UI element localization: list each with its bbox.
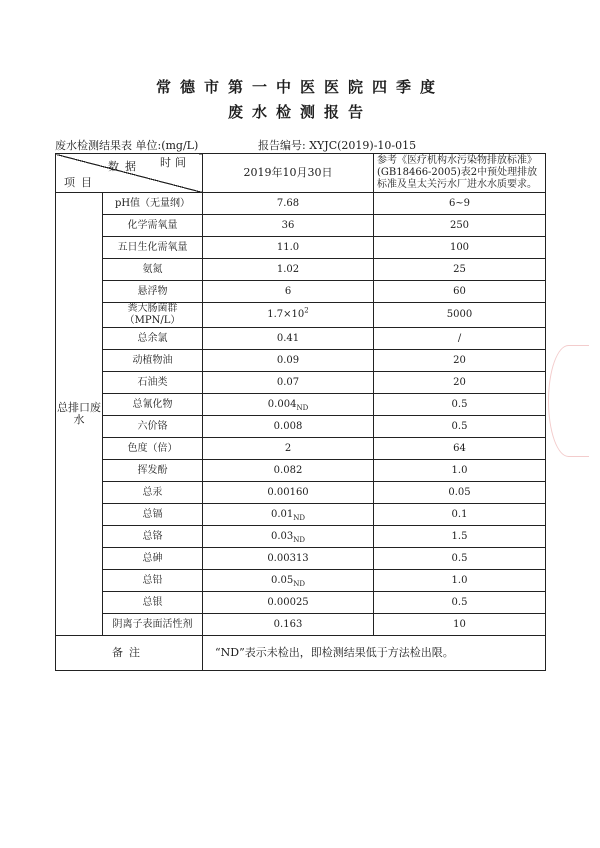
table-row xyxy=(56,259,546,281)
parameter-cell: 总氰化物 xyxy=(103,394,203,416)
value-base: 0.03 xyxy=(270,530,294,542)
parameter-cell: pH值（无量纲） xyxy=(103,193,203,215)
value-cell: 2 xyxy=(203,438,374,460)
value-nd-marker: ND xyxy=(296,403,309,412)
table-row xyxy=(56,438,546,460)
table-row xyxy=(56,614,546,636)
parameter-cell: 氨氮 xyxy=(103,259,203,281)
table-row xyxy=(56,350,546,372)
value-base: 1.7×10 xyxy=(267,309,305,320)
table-row xyxy=(56,504,546,526)
value-cell: 0.00160 xyxy=(203,482,374,504)
value-cell xyxy=(203,504,374,526)
limit-cell: 0.1 xyxy=(374,504,546,526)
value-cell: 0.163 xyxy=(203,614,374,636)
limit-cell: 20 xyxy=(374,372,546,394)
parameter-cell: 总余氯 xyxy=(103,328,203,350)
value-base: 0.004 xyxy=(267,398,297,410)
red-stamp-mark xyxy=(548,345,589,457)
note-label: 备注 xyxy=(56,636,203,671)
value-cell: 0.09 xyxy=(203,350,374,372)
value-cell xyxy=(203,303,374,328)
limit-cell: / xyxy=(374,328,546,350)
value-cell: 7.68 xyxy=(203,193,374,215)
parameter-cell: 总银 xyxy=(103,592,203,614)
limit-cell: 1.0 xyxy=(374,460,546,482)
limit-cell: 64 xyxy=(374,438,546,460)
table-row xyxy=(56,281,546,303)
table-row xyxy=(56,570,546,592)
parameter-cell: 化学需氧量 xyxy=(103,215,203,237)
table-row xyxy=(56,394,546,416)
limit-cell: 5000 xyxy=(374,303,546,328)
table-row xyxy=(56,526,546,548)
table-row xyxy=(56,416,546,438)
parameter-cell: 总铬 xyxy=(103,526,203,548)
table-row xyxy=(56,237,546,259)
value-cell xyxy=(203,394,374,416)
limit-cell: 0.5 xyxy=(374,416,546,438)
table-row xyxy=(56,193,546,215)
parameter-cell: 粪大肠菌群（MPN/L） xyxy=(103,303,203,328)
limit-cell: 0.5 xyxy=(374,548,546,570)
table-row xyxy=(56,482,546,504)
table-row xyxy=(56,215,546,237)
table-row xyxy=(56,592,546,614)
value-cell xyxy=(203,570,374,592)
limit-cell: 60 xyxy=(374,281,546,303)
value-base: 0.01 xyxy=(270,508,294,520)
limit-cell: 10 xyxy=(374,614,546,636)
header-row xyxy=(56,154,546,193)
value-nd-marker: ND xyxy=(293,513,305,522)
note-text: “ND”表示未检出，即检测结果低于方法检出限。 xyxy=(203,636,546,671)
limit-cell: 1.5 xyxy=(374,526,546,548)
value-cell: 6 xyxy=(203,281,374,303)
parameter-cell: 石油类 xyxy=(103,372,203,394)
value-cell xyxy=(203,526,374,548)
parameter-cell: 总铅 xyxy=(103,570,203,592)
table-row xyxy=(56,372,546,394)
parameter-cell: 五日生化需氧量 xyxy=(103,237,203,259)
parameter-cell: 阴离子表面活性剂 xyxy=(103,614,203,636)
parameter-cell: 六价铬 xyxy=(103,416,203,438)
limit-cell: 20 xyxy=(374,350,546,372)
value-nd-marker: ND xyxy=(293,535,305,544)
value-cell: 36 xyxy=(203,215,374,237)
limit-cell: 25 xyxy=(374,259,546,281)
limit-cell: 6~9 xyxy=(374,193,546,215)
parameter-cell: 总砷 xyxy=(103,548,203,570)
group-label-cell: 总排口废水 xyxy=(56,193,103,636)
value-cell: 0.41 xyxy=(203,328,374,350)
limit-cell: 0.05 xyxy=(374,482,546,504)
value-cell: 1.02 xyxy=(203,259,374,281)
header-date: 2019年10月30日 xyxy=(203,154,374,193)
note-row xyxy=(56,636,546,671)
value-cell: 11.0 xyxy=(203,237,374,259)
report-title-line1: 常德市第一中医医院四季度 xyxy=(155,78,444,96)
parameter-cell: 悬浮物 xyxy=(103,281,203,303)
parameter-cell: 总汞 xyxy=(103,482,203,504)
table-row xyxy=(56,460,546,482)
value-cell: 0.00313 xyxy=(203,548,374,570)
header-time-label: 时间 xyxy=(160,156,190,169)
report-title-line2: 废水检测报告 xyxy=(227,103,372,121)
limit-cell: 100 xyxy=(374,237,546,259)
header-item-label: 项目 xyxy=(64,176,98,189)
value-cell: 0.07 xyxy=(203,372,374,394)
header-data-label: 数据 xyxy=(108,160,142,173)
results-table xyxy=(55,153,546,671)
parameter-cell: 挥发酚 xyxy=(103,460,203,482)
limit-cell: 0.5 xyxy=(374,394,546,416)
parameter-cell: 总镉 xyxy=(103,504,203,526)
parameter-cell: 色度（倍） xyxy=(103,438,203,460)
table-caption: 废水检测结果表 单位:(mg/L) xyxy=(55,139,199,152)
value-exponent: 2 xyxy=(304,306,309,315)
value-cell: 0.008 xyxy=(203,416,374,438)
value-cell: 0.082 xyxy=(203,460,374,482)
table-row xyxy=(56,548,546,570)
parameter-cell: 动植物油 xyxy=(103,350,203,372)
value-nd-marker: ND xyxy=(293,579,305,588)
table-row xyxy=(56,303,546,328)
value-cell: 0.00025 xyxy=(203,592,374,614)
value-base: 0.05 xyxy=(270,574,294,586)
table-row xyxy=(56,328,546,350)
diagonal-header-cell xyxy=(56,154,203,193)
limit-cell: 1.0 xyxy=(374,570,546,592)
limit-cell: 250 xyxy=(374,215,546,237)
report-number: 报告编号: XYJC(2019)-10-015 xyxy=(258,139,417,152)
header-reference-standard: 参考《医疗机构水污染物排放标准》(GB18466-2005)表2中预处理排放标准及皇太关污水厂进水水质要求。 xyxy=(374,154,546,193)
limit-cell: 0.5 xyxy=(374,592,546,614)
